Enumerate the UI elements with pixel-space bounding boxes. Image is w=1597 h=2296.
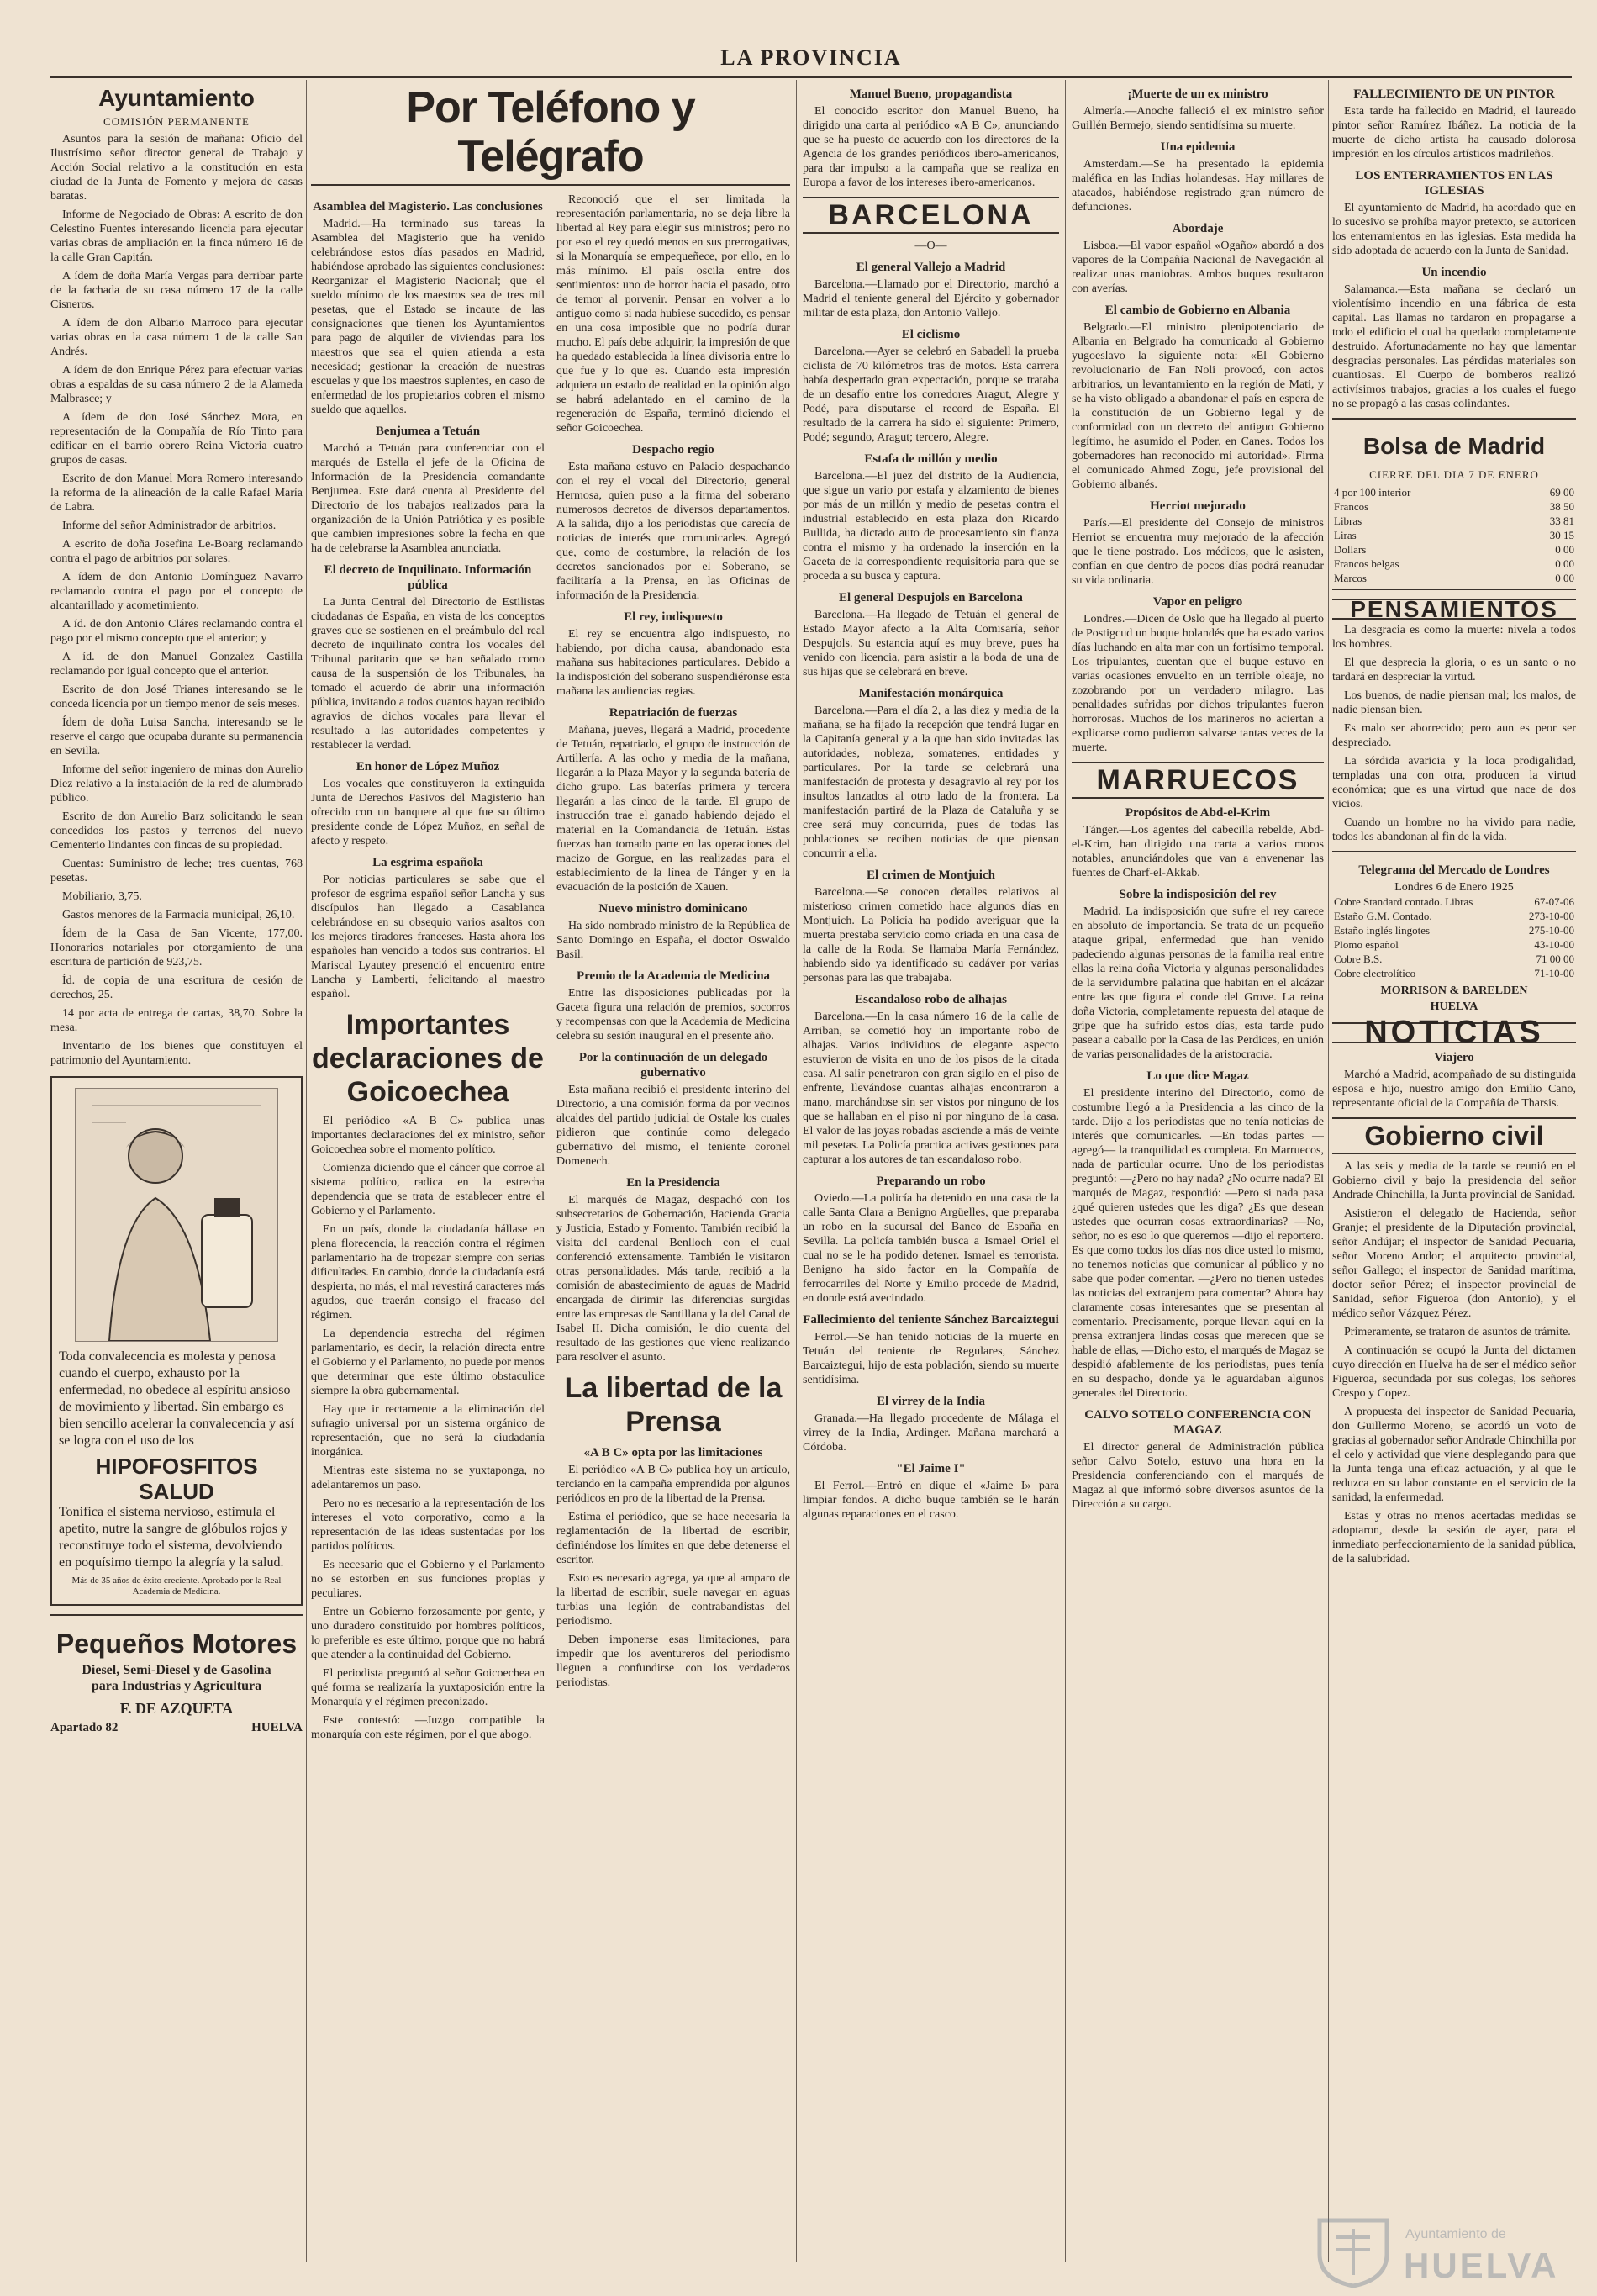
ad-copy: Toda convalecencia es molesta y penosa cuando el cuerpo, exhausto por la enfermedad, no obedece al espíritu ansioso de movimiento y libertad. Sin embargo es bien sencillo acelerar la convalecencia y así se logra con el uso de los <box>59 1349 294 1448</box>
row-value: 0 00 <box>1555 543 1574 556</box>
paragraph: Estima el periódico, que se hace necesaria la reglamentación de la libertad de escribir, definiéndose los límites en que debe detenerse el escritor. <box>556 1511 790 1566</box>
table-row <box>1332 952 1576 966</box>
column-telefono <box>311 80 790 2262</box>
separator: —O— <box>914 240 947 252</box>
article-paragraph: Lisboa.—El vapor español «Ogaño» abordó a dos vapores de la Compañía Nacional de Navegación al realizar unas maniobras. Ambos buques resultaron con averías. <box>1072 240 1324 295</box>
section-title: Ayuntamiento <box>98 85 255 111</box>
paragraph: Informe de Negociado de Obras: A escrito de don Celestino Fuentes interesando licencia para ejecutar varias obras de ampliación en la finca número 16 de la calle Gran Capitán. <box>50 208 303 264</box>
thoughts-list <box>1332 623 1576 844</box>
paragraph: A ídem de don Antonio Domínguez Navarro reclamando contra el pago por el concepto de alcantarillado y acometimiento. <box>50 571 303 612</box>
table-row <box>1332 895 1576 909</box>
row-value: 69 00 <box>1549 486 1574 499</box>
column-rule <box>306 80 307 2262</box>
article-group <box>1072 805 1324 1512</box>
row-value: 71 00 00 <box>1536 953 1574 965</box>
article-headline: La libertad de la Prensa <box>564 1372 783 1438</box>
paragraph: Pero no es necesario a la representación de los intereses el voto corporativo, como a la representación de las ideas sustentadas por los partidos políticos. <box>311 1497 545 1553</box>
article-headline: FALLECIMIENTO DE UN PINTOR <box>1353 87 1555 101</box>
column-rule <box>1065 80 1066 2262</box>
article-paragraph: El marqués de Magaz, despachó con los subsecretarios de Gobernación, Hacienda Gracia y Justicia, Estado y Fomento. También recibió la visita del cardenal Benlloch con el cual conferenció extensamente. También le visitaron otras personalidades. Más tarde, recibió a la comisión de abastecimiento de aguas de Madrid encargada de dirimir las diferencias surgidas entre las empresas de Santillana y la del Canal de Isabel II. Dicha comisión, le dio cuenta del resultado de las gestiones que viene realizando para resolver el asunto. <box>556 1194 790 1364</box>
article-headline: El decreto de Inquilinato. Información pública <box>324 563 532 592</box>
article-paragraph: Esta tarde ha fallecido en Madrid, el laureado pintor señor Ramírez Ibáñez. La noticia de la muerte de dicho artista ha causado dolorosa impresión en los círculos artísticos madrileños. <box>1332 105 1576 161</box>
ad-firm: F. DE AZQUETA <box>119 1700 234 1717</box>
paragraph: Comienza diciendo que el cáncer que corroe al sistema político, radica en la estrecha dependencia que se trata de establecer entre el Gobierno y el Parlamento. <box>311 1162 545 1217</box>
article-headline: Lo que dice Magaz <box>1146 1069 1249 1083</box>
table-row <box>1332 571 1576 585</box>
article-paragraph: Amsterdam.—Se ha presentado la epidemia maléfica en las Indias holandesas. Hay millares de atacados, habiéndose registrado gran número de defunciones. <box>1072 158 1324 214</box>
ad-line: Diesel, Semi-Diesel y de Gasolina <box>82 1663 271 1677</box>
article-headline: Gobierno civil <box>1332 1117 1576 1154</box>
row-value: 43-10-00 <box>1534 938 1574 951</box>
article-paragraph: Barcelona.—Se conocen detalles relativos al misterioso crimen cometido hace algunos días en Montjuich. La Policía ha podido averiguar que la muerta prestaba servicio como criada en una casa de la calle de la Roda. Se llamaba María Fernández, habiendo sido ya identificado su cadáver por varias personas para las que trabajaba. <box>803 886 1059 984</box>
paragraph: Deben imponerse esas limitaciones, para impedir que los aventureros del periodismo lleguen a confundirse con los verdaderos periodistas. <box>556 1634 790 1689</box>
paragraph: Los buenos, de nadie piensan mal; los malos, de nadie piensan bien. <box>1332 689 1576 716</box>
article-headline: Un incendio <box>1421 266 1487 279</box>
paragraph: A ídem de don Albario Marroco para ejecutar varias obras en la casa número 1 de la calle San Andrés. <box>50 317 303 358</box>
paragraph: En un país, donde la ciudadanía hállase en plena florecencia, la reacción contra el régimen parlamentario ha de tropezar siempre con serias dificultades. En cambio, donde la ciudadanía está despierta, no más, el mal revestirá caracteres más agudos, que traerán consigo el fracaso del régimen. <box>311 1223 545 1322</box>
article-paragraph: Granada.—Ha llegado procedente de Málaga el virrey de la India, Ardinger. Mañana marchará a Córdoba. <box>803 1412 1059 1454</box>
article-paragraph: Barcelona.—Ha llegado de Tetuán el general de Estado Mayor afecto a la Alta Comisaría, señor Despujols. Su estancia aquí es muy breve, pues ha venido con licencia, para asistir a la boda de una de sus hijas que se celebrará en breve. <box>803 609 1059 678</box>
table-row <box>1332 485 1576 499</box>
table-row <box>1332 909 1576 923</box>
article-paragraph: Mañana, jueves, llegará a Madrid, procedente de Tetuán, repatriado, el grupo de instrucción de Artillería. A las ocho y media de la mañana, llegarán a la Plaza Mayor y la segunda batería de dicho grupo. Las baterías primera y tercera llegarán a las cinco de la tarde. El grupo de instrucción trae el ganado habiendo dejado el material en la Comandancia de Tetuán. Estas fuerzas han tomado parte en las operaciones del macizo de Gorgue, en las realizadas para el establecimiento de la línea de Tánger y en la evacuación de la posición de Xauen. <box>556 724 790 894</box>
article-paragraph: Ferrol.—Se han tenido noticias de la muerte en Tetuán del teniente de Regulares, Sánchez Barcaiztegui, hijo de esta población, siendo su muerte sentidísima. <box>803 1331 1059 1386</box>
column-noticias <box>1332 80 1576 2262</box>
ad-city: HUELVA <box>251 1721 303 1734</box>
london-market-box <box>1332 851 1576 1014</box>
masthead <box>50 42 1572 78</box>
article-paragraph: El Ferrol.—Entró en dique el «Jaime I» para limpiar fondos. A dicho buque también se le harán algunas reparaciones en el casco. <box>803 1480 1059 1521</box>
row-value: 30 15 <box>1549 529 1574 541</box>
paragraph: Asuntos para la sesión de mañana: Oficio del Ilustrísimo señor director general de Trabajo y Acción Social relativo a la constitución en esta ciudad de la Junta de Fomento y mejora de casas baratas. <box>50 133 303 203</box>
article-paragraph: Belgrado.—El ministro plenipotenciario de Albania en Belgrado ha comunicado al Gobierno yugoeslavo la siguiente nota: «El Gobierno revolucionario de Fan Noli provocó, con actos arbitrarios, un levantamiento en la región de Mati, y se ha visto obligado a abandonar el país en espera de la constitución de un Gobierno legal y de conformidad con un decreto del antiguo Gobierno legítimo, he asumido el Poder, en Canes. Todos los gobernadores han reconocido mi autoridad». Firma el comunicado Ahmed Zogu, jefe provisional del Gobierno albanés. <box>1072 321 1324 491</box>
article-headline: Propósitos de Abd-el-Krim <box>1125 806 1271 820</box>
article-paragraph: Barcelona.—El juez del distrito de la Audiencia, que sigue un vario por estafa y alzamiento de bienes por más de un millón y medio de pesetas contra el industrial establecido en esta plaza don Ricardo Bullida, ha dictado auto de procesamiento sin fianza contra el mismo y ha ordenado la inserción en la Gaceta de la correspondiente requisitoria para que se proceda a su busca y captura. <box>803 470 1059 583</box>
section-subtitle: COMISIÓN PERMANENTE <box>103 115 250 128</box>
article-headline: El cambio de Gobierno en Albania <box>1104 303 1291 317</box>
row-value: 275-10-00 <box>1528 924 1574 937</box>
paragraph: A ídem de doña María Vergas para derribar parte de la fachada de su casa número 17 de la calle Cisneros. <box>50 270 303 311</box>
paragraph: Es malo ser aborrecido; pero aun es peor ser despreciado. <box>1332 722 1576 749</box>
section-title: Por Teléfono y Telégrafo <box>311 83 790 186</box>
paragraph: El periodista preguntó al señor Goicoechea en qué forma se realizaría la yuxtaposición entre la Monarquía y el régimen preconizado. <box>311 1667 545 1708</box>
paragraph: La sórdida avaricia y la loca prodigalidad, templadas una con otra, producen la virtud económica; que es una virtud que nace de dos vicios. <box>1332 755 1576 810</box>
paragraph: A continuación se ocupó la Junta del dictamen cuyo dirección en Huelva ha de ser el médico señor Figueroa, secundada por sus colegas, los señores Crespo y Copez. <box>1332 1344 1576 1400</box>
woman-illustration-icon <box>75 1088 278 1342</box>
paragraph: A las seis y media de la tarde se reunió en el Gobierno civil y bajo la presidencia del señor Andrade Chinchilla, la Junta provincial de Sanidad. <box>1332 1160 1576 1201</box>
advertisement-motores <box>50 1614 303 1735</box>
article-paragraph: El rey se encuentra algo indispuesto, no habiendo, por dicha causa, abandonado esta mañana sus habitaciones particulares. Debido a la indisposición del soberano suspendiéronse esta mañana las audiencias regias. <box>556 628 790 698</box>
paragraph: Informe del señor Administrador de arbitrios. <box>62 520 277 532</box>
article-headline: En honor de López Muñoz <box>356 760 500 773</box>
article-headline: Fallecimiento del teniente Sánchez Barcaiztegui <box>803 1313 1059 1327</box>
paragraph: Este contestó: —Juzgo compatible la monarquía con este régimen, por el que abogo. <box>311 1714 545 1741</box>
paragraph: A ídem de don Enrique Pérez para efectuar varias obras a espaldas de su casa número 2 de la Alameda Malbrasce; y <box>50 364 303 405</box>
paragraph: Entre un Gobierno forzosamente por gente, y uno duradero constituido por hombres políticos, lo preferible es este último, porque que no habrá que atender a la continuidad del Gobierno. <box>311 1606 545 1661</box>
article-paragraph: Barcelona.—Llamado por el Directorio, marchó a Madrid el teniente general del Ejército y gobernador militar de esta plaza, don Antonio Vallejo. <box>803 278 1059 319</box>
article-headline: "El Jaime I" <box>896 1462 966 1475</box>
article-headline: Preparando un robo <box>876 1174 986 1188</box>
paragraph: A ídem de don José Sánchez Mora, en representación de la Compañía de Río Tinto para edificar en el barrio obrero Reina Victoria cuatro grupos de casas. <box>50 411 303 467</box>
row-value: 38 50 <box>1549 500 1574 513</box>
article-headline: Abordaje <box>1172 222 1224 235</box>
row-label: Liras <box>1334 529 1357 541</box>
ad-box: Apartado 82 <box>50 1721 119 1734</box>
paragraph: El periódico «A B C» publica hoy un artículo, terciando en la campaña emprendida por algunos periódicos en pro de la libertad de la Prensa. <box>556 1464 790 1505</box>
row-label: Plomo español <box>1334 938 1399 951</box>
paragraph: Hay que ir rectamente a la eliminación del sufragio universal por un sistema orgánico de representación, que no será la ciudadanía inorgánica. <box>311 1403 545 1459</box>
paragraph: Mobiliario, 3,75. <box>62 890 142 903</box>
paragraph: Ídem de la Casa de San Vicente, 177,00. Honorarios notariales por otorgamiento de una escritura de partición de 923,75. <box>50 927 303 969</box>
paragraph: A escrito de doña Josefina Le-Boarg reclamando contra el pago de arbitrios por solares. <box>50 538 303 565</box>
article-paragraph: Barcelona.—En la casa número 16 de la calle de Arriban, se cometió hoy un importante robo de alhajas. Varios individuos de elegante aspecto estuvieron de visita en uno de los pisos de la citada casa. Al salir penetraron con gran sigilo en el piso de enfrente, llevándose cuantas alhajas encontraron a mano, marchándose sin ser vistos por ninguno de los que se hallaban en el piso ni por ninguno de la casa. El valor de las joyas robadas asciende a más de veinte mil pesetas. La Policía practica activas gestiones para capturar a los autores de tan escandaloso robo. <box>803 1011 1059 1166</box>
article-paragraph: El presidente interino del Directorio, como de costumbre llegó a la Presidencia a las cinco de la tarde. Dijo a los periodistas que no tenía noticias de interés que comunicarles. —En todas partes —agregó— la tranquilidad es completa. En Marruecos, nada de particular ocurre. Uno de los periodistas preguntó: —¿Pero no hay nada? ¿No ocurre nada? El marqués de Magaz, respondió: —Pero si nada pasa ¿qué quieren ustedes que les diga? ¿Es que desean ustedes que ocurran cosas extraordinarias? —No, señor, no es eso lo que queremos —dijo el reportero. Es que como todos los días nos dice usted lo mismo, no tenemos noticias que comunicar al público y no sabe que poder comentar. —¿Pero no tienen ustedes las noticias del extranjero para comentar? Ahora hay claramente cosas interesantes que se presentan al comentario. Precisamente, porque llevan aquí en la prensa extranjera lindas cosas que merecen que se hable de ellas, —Dicho esto, el marqués de Magaz se despidió afablemente de los periodistas, pues tenía en su despacho, donde ya le aguardaban algunos generales del Directorio. <box>1072 1087 1324 1400</box>
row-label: Estaño G.M. Contado. <box>1334 910 1432 922</box>
article-paragraph: Londres.—Dicen de Oslo que ha llegado al puerto de Postigcud un buque holandés que ha estado varios días luchando en alta mar con un fortísimo temporal. Los tripulantes, cuentan que el buque estuvo en varias ocasiones envuelto en un terrible oleaje, no zozobrando por un verdadero milagro. Las penalidades sufridas por dichos tripulantes fueron horrorosas. Muchos de los marineros no aciertan a explicarse como pudieron salvarse tantas veces de la muerte. <box>1072 613 1324 754</box>
article-paragraph: Tánger.—Los agentes del cabecilla rebelde, Abd-el-Krim, han dirigido una carta a varios moros notables, anunciándoles que van a envenenar las fuentes de Charf-el-Akkab. <box>1072 824 1324 879</box>
article-headline: Importantes declaraciones de Goicoechea <box>312 1009 544 1108</box>
article-paragraph: Marchó a Tetuán para conferenciar con el marqués de Estella el jefe de la Oficina de Información de la Presidencia comandante Benjumea. Este dará cuenta al Presidente del Directorio de los trabajos realizados para la organización de la Unión Patriótica y es posible que cambien impresiones sobre la fecha en que ha de celebrarse la Asamblea anunciada. <box>311 442 545 555</box>
row-value: 33 81 <box>1549 515 1574 527</box>
market-title: Telegrama del Mercado de Londres <box>1358 863 1550 877</box>
paragraph: La desgracia es como la muerte: nivela a todos los hombres. <box>1332 624 1576 651</box>
article-paragraph: El director general de Administración pública señor Calvo Sotelo, estuvo una hora en la Presidencia conferenciando con el marqués de Magaz al que informó sobre diversos asuntos de la Dirección a su cargo. <box>1072 1441 1324 1511</box>
paragraph: Escrito de don José Trianes interesando se le conceda licencia por un tiempo menor de seis meses. <box>50 684 303 710</box>
article-paragraph: Salamanca.—Esta mañana se declaró un violentísimo incendio en una fábrica de esta capital. Las llamas no tardaron en propagarse a todo el edificio el cual ha quedado completamente destruido. Afortunadamente no hay que lamentar desgracias personales. Las pérdidas materiales son cuantiosas. El Cuerpo de bomberos realizó activísimos trabajos, gracias a los cuales el fuego no se propagó a las casas colindantes. <box>1332 283 1576 410</box>
article-headline: El virrey de la India <box>877 1395 985 1408</box>
row-label: Cobre B.S. <box>1334 953 1383 965</box>
column-ayuntamiento <box>50 80 303 2262</box>
ad-fine-print: Más de 35 años de éxito creciente. Aprobado por la Real Academia de Medicina. <box>71 1576 282 1597</box>
table-row <box>1332 966 1576 980</box>
paragraph: A íd. de don Antonio Cláres reclamando contra el pago por el mismo concepto que el anterior; y <box>50 618 303 645</box>
row-label: Francos belgas <box>1334 557 1399 570</box>
column-rule <box>796 80 797 2262</box>
article-headline: CALVO SOTELO CONFERENCIA CON MAGAZ <box>1084 1408 1311 1437</box>
ad-copy-tail: Tonifica el sistema nervioso, estimula el apetito, nutre la sangre de glóbulos rojos y reconstituye todo el sistema, devolviendo en poquísimo tiempo la alegría y la salud. <box>59 1505 287 1570</box>
market-firm: MORRISON & BARELDEN <box>1380 984 1528 997</box>
advertisement-hipofosfitos <box>50 1076 303 1606</box>
section-header: PENSAMIENTOS <box>1332 599 1576 620</box>
article-headline: Asamblea del Magisterio. Las conclusiones <box>313 200 543 214</box>
article-paragraph: Madrid.—Ha terminado sus tareas la Asamblea del Magisterio que ha venido celebrándose estos días pasados en Madrid, habiéndose aprobado las siguientes conclusiones: Reorganizar el Magisterio Nacional; que el sueldo mínimo de los maestros sea de tres mil pesetas, que el Estado se incaute de las consignaciones que tienen los Ayuntamientos para pago de alquiler de viviendas para los maestros que sea el quien atienda a esta necesidad; gestionar la creación de nuestras escuelas y que los maestros suplentes, en caso de enfermedad de los propietarios cobren el mismo sueldo que aquellos. <box>311 218 545 416</box>
row-value: 0 00 <box>1555 572 1574 584</box>
paragraph: Mientras este sistema no se yuxtaponga, no adelantaremos un paso. <box>311 1465 545 1491</box>
bolsa-title: Bolsa de Madrid <box>1362 433 1546 459</box>
row-label: Marcos <box>1334 572 1367 584</box>
paragraph: El que desprecia la gloria, o es un santo o no tardará en despreciar la virtud. <box>1332 657 1576 684</box>
paragraph: Íd. de copia de una escritura de cesión de derechos, 25. <box>50 974 303 1001</box>
article-paragraph: Esta mañana estuvo en Palacio despachando con el rey el vocal del Directorio, general Hermosa, quien puso a la firma del soberano numerosos decretos de diversos departamentos. A la salida, dijo a los periodistas que carecía de noticias de interés que comunicarles. Agregó que, como de costumbre, la relación de los decretos sancionados por el Soberano, se facilitaría a la Prensa, en las Oficinas de información de la Presidencia. <box>556 461 790 602</box>
paragraph: Es necesario que el Gobierno y el Parlamento no se estorben en sus funciones propias y peculiares. <box>311 1559 545 1600</box>
paragraph: Asistieron el delegado de Hacienda, señor Granje; el presidente de la Diputación provincial, señor Andújar; el inspector de Sanidad Pecuaria, señor Moreno Andor; el arquitecto provincial, señor Gallego; el inspector de Sanidad marítima, doctor señor Pérez; el inspector provincial de Sanidad, señor Figueroa (don Antonio), y el médico señor Vázquez Pérez. <box>1332 1207 1576 1320</box>
newspaper-name: LA PROVINCIA <box>720 45 902 70</box>
article-paragraph: Ha sido nombrado ministro de la República de Santo Domingo en España, el doctor Oswaldo Basil. <box>556 920 790 961</box>
watermark-label: Ayuntamiento de <box>1405 2227 1506 2241</box>
table-row <box>1332 937 1576 952</box>
article-headline: Vapor en peligro <box>1152 595 1243 609</box>
section-header: NOTICIAS <box>1332 1022 1576 1043</box>
column-barcelona <box>803 80 1059 2262</box>
article-paragraph: Almería.—Anoche falleció el ex ministro señor Guillén Bermejo, siendo sentidísima su muerte. <box>1072 105 1324 132</box>
row-label: Cobre Standard contado. Libras <box>1334 895 1473 908</box>
article-headline: El crimen de Montjuich <box>867 868 995 882</box>
bolsa-subtitle: CIERRE DEL DIA 7 DE ENERO <box>1369 468 1539 481</box>
article-headline: El general Despujols en Barcelona <box>839 591 1023 604</box>
article-body <box>556 1463 790 1690</box>
table-row <box>1332 557 1576 571</box>
article-headline: Repatriación de fuerzas <box>609 706 738 720</box>
article-paragraph: Reconoció que el ser limitada la representación parlamentaria, no se deja libre la libertad al Rey para elegir sus ministros; pero no por eso el rey quedó menos en sus prerrogativas, si la Monarquía se empequeñece, por ello, en lo más mínimo. El país oscila entre dos sentimientos: uno de horror hacia el pasado, otro de temor al porvenir. Pensar en volver a lo antiguo como si nada hubiese sucedido, es pensar en una cosa imposible que no podría durar mucho. El país debe adquirir, la impresión de que ha quedado establecida la línea divisoria entre lo que fue y lo que es. Cuando esta impresión adquiera un estado de realidad en la opinión algo se habrá adelantado en el camino de la regeneración de España, terminó diciendo el señor Goicoechea. <box>556 193 790 435</box>
table-row <box>1332 514 1576 528</box>
section-header: MARRUECOS <box>1072 762 1324 799</box>
bolsa-table <box>1332 485 1576 585</box>
coat-of-arms-icon <box>1311 2212 1395 2288</box>
paragraph: Inventario de los bienes que constituyen el patrimonio del Ayuntamiento. <box>50 1040 303 1067</box>
article-headline: La esgrima española <box>372 856 483 869</box>
row-label: 4 por 100 interior <box>1334 486 1411 499</box>
article-paragraph: París.—El presidente del Consejo de ministros Herriot se encuentra muy mejorado de la afección que le tiene postrado. Los médicos, que le asisten, confían en que dentro de pocos días podrá reanudar su vida ordinaria. <box>1072 517 1324 587</box>
article-paragraph: Los vocales que constituyeron la extinguida Junta de Derechos Pasivos del Magisterio han ofrecido con un banquete al que fue su último presidente conde de López Muñoz, en señal de afecto y respeto. <box>311 778 545 847</box>
article-headline: Nuevo ministro dominicano <box>598 902 748 916</box>
paragraph: Escrito de don Manuel Mora Romero interesando la reforma de la alineación de la calle Rafael María de Labra. <box>50 472 303 514</box>
paragraph: Ídem de doña Luisa Sancha, interesando se le reserve el cargo que ocupaba durante su permanencia en Sevilla. <box>50 716 303 757</box>
article-body <box>1332 1159 1576 1566</box>
article-paragraph: Madrid. La indisposición que sufre el rey carece en absoluto de importancia. Se trata de un pequeño ataque gripal, enfermedad que han venido padeciendo algunas personas de la familia real entre ellas la reina doña Victoria y algunas personalidades de la servidumbre palatina que habitan en el alcázar entre las que figura el conde del Grove. La reina doña Victoria, completamente repuesta del ataque de gripe que ha sufrido estos días, esta tarde pudo pasear a caballo por la Casa de las Perdices, en unión de varias personalidades de la aristocracia. <box>1072 905 1324 1061</box>
market-date: Londres 6 de Enero 1925 <box>1394 881 1514 894</box>
article-headline: Manuel Bueno, propagandista <box>849 87 1013 101</box>
row-label: Estaño inglés lingotes <box>1334 924 1431 937</box>
paragraph: Cuentas: Suministro de leche; tres cuentas, 768 pesetas. <box>50 858 303 884</box>
paragraph: El periódico «A B C» publica unas importantes declaraciones del ex ministro, señor Goicoechea sobre el momento político. <box>311 1115 545 1156</box>
article-group <box>1072 87 1324 755</box>
table-row <box>1332 542 1576 557</box>
article-group <box>311 199 545 1001</box>
paragraph: A íd. de don Manuel Gonzalez Castilla reclamando por igual concepto que el anterior. <box>50 651 303 678</box>
article-headline: El general Vallejo a Madrid <box>856 261 1006 274</box>
article-body: El conocido escritor don Manuel Bueno, ha dirigido una carta al periódico «A B C», anunciando que se ha puesto de acuerdo con los directores de la Agencia de los grandes periódicos ibero-americanos, para dar impulso a la campaña que se realiza en Europa a favor de los intereses ibero-americanos. <box>803 105 1059 189</box>
paragraph: Gastos menores de la Farmacia municipal, 26,10. <box>62 909 295 921</box>
row-label: Dollars <box>1334 543 1367 556</box>
article-headline: Estafa de millón y medio <box>864 452 998 466</box>
article-subhead: Viajero <box>1434 1051 1474 1064</box>
ad-line: para Industrias y Agricultura <box>91 1679 262 1693</box>
article-paragraph: Barcelona.—Ayer se celebró en Sabadell la prueba ciclista de 70 kilómetros tras de motos. Esta carrera había despertado gran expectación, porque se trataba de un desafío entre los corredores Aragut, Alegre y Podé, para disputarse el record de España. El resultado de la carrera ha sido el siguiente: Primero, Podé; segundo, Aragut; tercero, Alegre. <box>803 346 1059 444</box>
article-group <box>803 260 1059 1522</box>
ad-title: Pequeños Motores <box>55 1628 298 1659</box>
london-table <box>1332 895 1576 980</box>
article-body <box>311 1114 545 1742</box>
market-city: HUELVA <box>1430 1000 1478 1013</box>
article-paragraph: El ayuntamiento de Madrid, ha acordado que en lo sucesivo se prohíba mayor pretexto, se autoricen los enterramientos en las iglesias. Esta medida ha sido adoptada de acuerdo con la Junta de Sanidad. <box>1332 202 1576 257</box>
article-headline: Premio de la Academia de Medicina <box>576 969 771 983</box>
article-paragraph: La Junta Central del Directorio de Estilistas ciudadanas de España, en vista de los conceptos graves que se sostienen en el preámbulo del real decreto de inquilinato contra los vocales del Tribunal paritario que se han señalado como causa de la suspensión de los Tribunales, ha tomado el acuerdo de abrir una información pública, invitando a todos cuantos hayan recibido agravios de dichos vocales para llevar el resultado a las autoridades competentes y restablecer la verdad. <box>311 596 545 752</box>
column-rule <box>1328 80 1329 2262</box>
row-label: Libras <box>1334 515 1362 527</box>
article-headline: Manifestación monárquica <box>858 687 1004 700</box>
article-headline: Por la continuación de un delegado gubernativo <box>578 1051 768 1079</box>
paragraph: Primeramente, se trataron de asuntos de trámite. <box>1344 1326 1571 1338</box>
article-headline: Una epidemia <box>1160 140 1236 154</box>
article-paragraph: Oviedo.—La policía ha detenido en una casa de la calle Santa Clara a Benigno Argüelles, que preparaba un robo en la sucursal del Banco de España en Sevilla. La policía también busca a Ismael Oriel el cual no se le ha podido detener. Ismael es terrorista. Benigno ha sido factor en la Compañía de ferrocarriles del Norte y Emilio procede de Madrid, en donde está avecindado. <box>803 1192 1059 1305</box>
article-paragraph: Barcelona.—Para el día 2, a las diez y media de la mañana, se ha fijado la recepción que tendrá lugar en la Capitanía general y a la que han sido invitadas las autoridades, nobleza, somatenes, entidades y particulares. Por la tarde se celebrará una manifestación de protesta y desagravio al rey por los insultos lanzados al otro lado de la frontera. La manifestación partirá de la Plaza de Cataluña y se cree será muy concurrida, pues de todas las poblaciones se reciben noticias de que piensan concurrir a ella. <box>803 705 1059 860</box>
article-headline: Benjumea a Tetuán <box>375 425 481 438</box>
table-row <box>1332 499 1576 514</box>
paragraph: La dependencia estrecha del régimen parlamentario, es decir, la relación directa entre el Gobierno y el Parlamento, no puede por menos que determinar que este último obstaculice siempre la obra gubernamental. <box>311 1327 545 1397</box>
ad-brand: HIPOFOSFITOS SALUD <box>95 1454 258 1504</box>
row-label: Cobre electrolítico <box>1334 967 1416 979</box>
paragraph: Esto es necesario agrega, ya que al amparo de la libertad de escribir, suele navegar en aguas turbias una legión de contrabandistas del periodismo. <box>556 1572 790 1628</box>
column-extranjero <box>1072 80 1324 2262</box>
article-headline: En la Presidencia <box>626 1176 720 1190</box>
table-row <box>1332 923 1576 937</box>
bolsa-box <box>1332 418 1576 590</box>
article-paragraph: Por noticias particulares se sabe que el profesor de esgrima español señor Lancha y sus discípulos han llegado a Casablanca celebrándose en su obsequio varios asaltos con los mejores tiradores franceses. Hasta ahora los españoles han vencido a todos sus contrarios. El Mariscal Lyautey presenció el encuentro entre Lancha y Lamberti, felicitando al maestro español. <box>311 874 545 1000</box>
row-value: 0 00 <box>1555 557 1574 570</box>
paragraph: Cuando un hombre no ha vivido para nadie, todos les abandonan al fin de la vida. <box>1332 816 1576 843</box>
article-body <box>50 132 303 1068</box>
paragraph: Informe del señor ingeniero de minas don Aurelio Díez relativo a la instalación de la red de alumbrado público. <box>50 763 303 805</box>
article-paragraph: Entre las disposiciones publicadas por la Gaceta figura una relación de premios, socorros y recompensas con que la Academia de Medicina celebra su sesión inaugural en el presente año. <box>556 987 790 1042</box>
article-headline: Escandaloso robo de alhajas <box>854 993 1007 1006</box>
archive-watermark <box>1311 2212 1589 2288</box>
row-value: 71-10-00 <box>1534 967 1574 979</box>
article-body: Marchó a Madrid, acompañado de su distinguida esposa e hijo, nuestro amigo don Emilio Cano, representante oficial de la Compañía de Tharsis. <box>1332 1069 1576 1110</box>
table-row <box>1332 528 1576 542</box>
paragraph: A propuesta del inspector de Sanidad Pecuaria, don Guillermo Moreno, se acordó un voto de gracias al gobernador señor Andrade Chinchilla por el celo y actividad que viene desplegando para que la Junta tenga una eficaz actuación, y al que le reduzca en su labor constante en el servicio de la sanidad, la enfermedad. <box>1332 1406 1576 1504</box>
row-label: Francos <box>1334 500 1369 513</box>
paragraph: 14 por acta de entrega de cartas, 38,70. Sobre la mesa. <box>50 1007 303 1034</box>
row-value: 67-07-06 <box>1534 895 1574 908</box>
paragraph: Escrito de don Aurelio Barz solicitando le sean concedidos los pastos y terrenos del nuevo Cementerio lindantes con fincas de su propiedad. <box>50 810 303 852</box>
article-headline: LOS ENTERRAMIENTOS EN LAS IGLESIAS <box>1355 169 1553 198</box>
city-header: BARCELONA <box>803 197 1059 234</box>
article-headline: El ciclismo <box>901 328 961 341</box>
article-paragraph: Esta mañana recibió el presidente interino del Directorio, a una comisión forma da por vecinos alcaldes del partido judicial de Ostale los cuales pidieron que continúe como delegado gubernativo del mismo, el teniente coronel Domenech. <box>556 1084 790 1168</box>
article-headline: Sobre la indisposición del rey <box>1119 888 1277 901</box>
paragraph: Estas y otras no menos acertadas medidas se adoptaron, desde la sesión de ayer, para el inmediato perfeccionamiento de la sanidad pública, de la salubridad. <box>1332 1510 1576 1565</box>
article-headline: Despacho regio <box>632 443 714 457</box>
article-group <box>1332 87 1576 411</box>
watermark-city: HUELVA <box>1404 2246 1559 2285</box>
article-headline: ¡Muerte de un ex ministro <box>1127 87 1268 101</box>
row-value: 273-10-00 <box>1528 910 1574 922</box>
article-group <box>556 193 790 1364</box>
article-headline: Herriot mejorado <box>1150 499 1246 513</box>
article-subhead: «A B C» opta por las limitaciones <box>583 1446 763 1459</box>
article-headline: El rey, indispuesto <box>624 610 723 624</box>
